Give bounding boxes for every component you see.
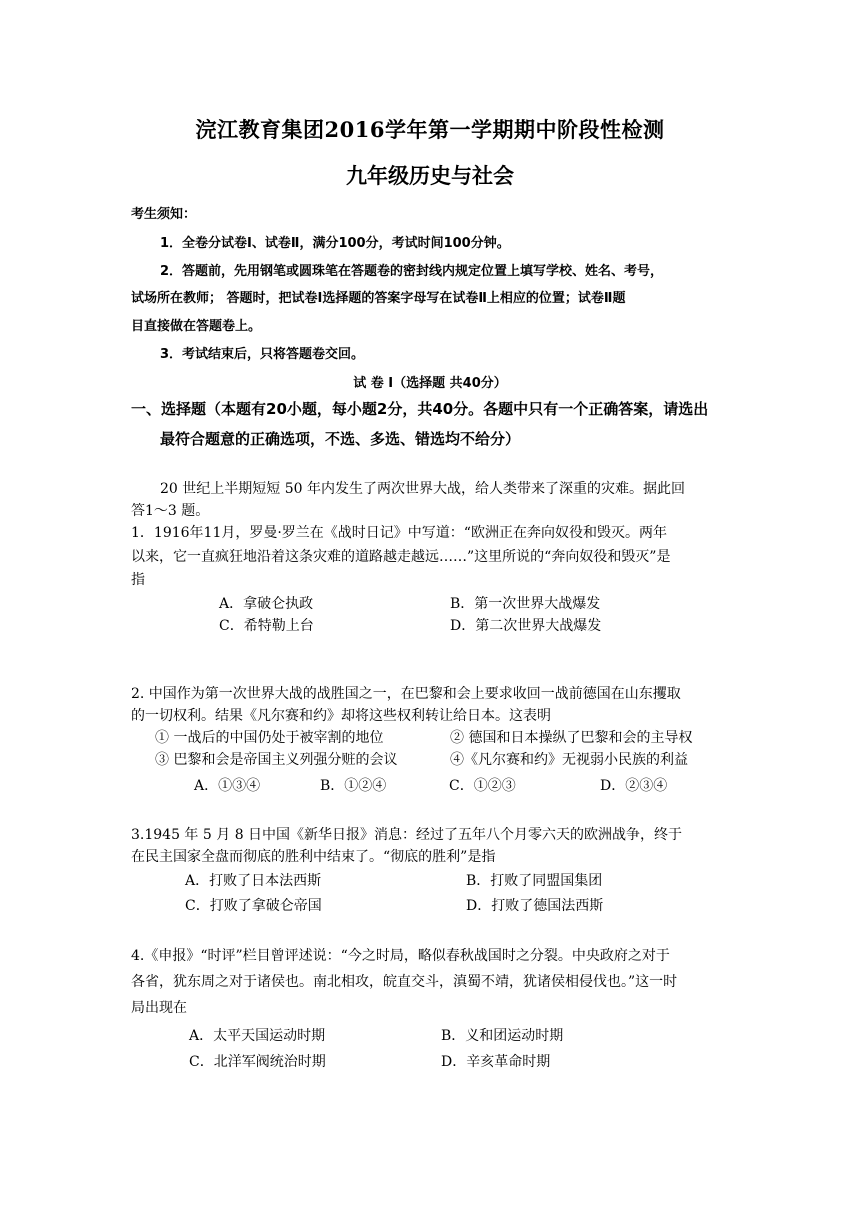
question-3-option-a: A．打败了日本法西斯 bbox=[185, 873, 322, 889]
intro-line-2: 答1～3 题。 bbox=[131, 503, 210, 519]
question-1-stem-line-3: 指 bbox=[131, 572, 145, 588]
notice-item-2-line-3: 目直接做在答题卷上。 bbox=[131, 319, 262, 334]
question-3-option-b: B．打败了同盟国集团 bbox=[466, 873, 603, 889]
question-4-stem-line-1: 4.《申报》“时评”栏目曾评述说：“今之时局，略似春秋战国时之分裂。中央政府之对于 bbox=[131, 948, 670, 964]
intro-line-1: 20 世纪上半期短短 50 年内发生了两次世界大战，给人类带来了深重的灾难。据此回 bbox=[160, 481, 685, 497]
exam-title: 浣江教育集团2016学年第一学期期中阶段性检测 bbox=[195, 117, 665, 142]
question-4-option-a: A．太平天国运动时期 bbox=[189, 1028, 326, 1044]
question-1-option-c: C．希特勒上台 bbox=[219, 618, 314, 634]
question-3-stem-line-1: 3.1945 年 5 月 8 日中国《新华日报》消息：经过了五年八个月零六天的欧洲战争，终于 bbox=[131, 827, 683, 843]
section-1-instructions-line-1: 一、选择题（本题有20小题，每小题2分，共40分。各题中只有一个正确答案，请选出 bbox=[131, 400, 709, 418]
question-2-stem-line-2: 的一切权利。结果《凡尔赛和约》却将这些权利转让给日本。这表明 bbox=[131, 708, 551, 724]
question-2-statement-2: ② 德国和日本操纵了巴黎和会的主导权 bbox=[450, 730, 693, 746]
question-4-stem-line-2: 各省，犹东周之对于诸侯也。南北相攻，皖直交斗，滇蜀不靖，犹诸侯相侵伐也。”这一时 bbox=[131, 974, 678, 990]
notice-item-3: 3．考试结束后，只将答题卷交回。 bbox=[160, 347, 365, 362]
question-4-option-b: B．义和团运动时期 bbox=[441, 1028, 564, 1044]
section-1-instructions-line-2: 最符合题意的正确选项，不选、多选、错选均不给分） bbox=[160, 430, 521, 448]
exam-subtitle: 九年级历史与社会 bbox=[346, 163, 514, 188]
question-2-stem-line-1: 2. 中国作为第一次世界大战的战胜国之一，在巴黎和会上要求收回一战前德国在山东攫取 bbox=[131, 686, 681, 702]
question-1-option-d: D．第二次世界大战爆发 bbox=[450, 618, 602, 634]
question-2-option-b: B．①②④ bbox=[320, 778, 387, 794]
question-4-stem-line-3: 局出现在 bbox=[131, 1000, 187, 1016]
question-1-stem-line-1: 1．1916年11月，罗曼·罗兰在《战时日记》中写道：“欧洲正在奔向奴役和毁灭。两年 bbox=[131, 525, 667, 541]
question-1-option-b: B．第一次世界大战爆发 bbox=[450, 596, 601, 612]
question-4-option-c: C．北洋军阀统治时期 bbox=[189, 1054, 326, 1070]
question-2-option-a: A．①③④ bbox=[194, 778, 261, 794]
question-3-option-d: D．打败了德国法西斯 bbox=[466, 898, 604, 914]
question-2-statement-1: ① 一战后的中国仍处于被宰割的地位 bbox=[155, 730, 384, 746]
notice-item-2-line-1: 2．答题前，先用钢笔或圆珠笔在答题卷的密封线内规定位置上填写学校、姓名、考号， bbox=[160, 264, 664, 279]
question-2-statement-3: ③ 巴黎和会是帝国主义列强分赃的会议 bbox=[155, 752, 398, 768]
question-2-option-d: D．②③④ bbox=[600, 778, 668, 794]
question-1-option-a: A．拿破仑执政 bbox=[219, 596, 314, 612]
question-4-option-d: D．辛亥革命时期 bbox=[441, 1054, 551, 1070]
notice-item-2-line-2: 试场所在教师； 答题时，把试卷Ⅰ选择题的答案字母写在试卷Ⅱ上相应的位置；试卷Ⅱ题 bbox=[131, 291, 626, 306]
question-3-stem-line-2: 在民主国家全盘而彻底的胜利中结束了。“彻底的胜利”是指 bbox=[131, 849, 496, 865]
question-1-stem-line-2: 以来，它一直疯狂地沿着这条灾难的道路越走越远……”这里所说的“奔向奴役和毁灭”是 bbox=[131, 549, 671, 565]
notice-item-1: 1．全卷分试卷Ⅰ、试卷Ⅱ，满分100分，考试时间100分钟。 bbox=[160, 236, 510, 251]
notice-heading: 考生须知： bbox=[131, 207, 197, 222]
question-2-statement-4: ④《凡尔赛和约》无视弱小民族的利益 bbox=[450, 752, 688, 768]
question-3-option-c: C．打败了拿破仑帝国 bbox=[185, 898, 322, 914]
question-2-option-c: C．①②③ bbox=[449, 778, 516, 794]
paper-1-heading: 试 卷 Ⅰ（选择题 共40分） bbox=[353, 376, 507, 391]
